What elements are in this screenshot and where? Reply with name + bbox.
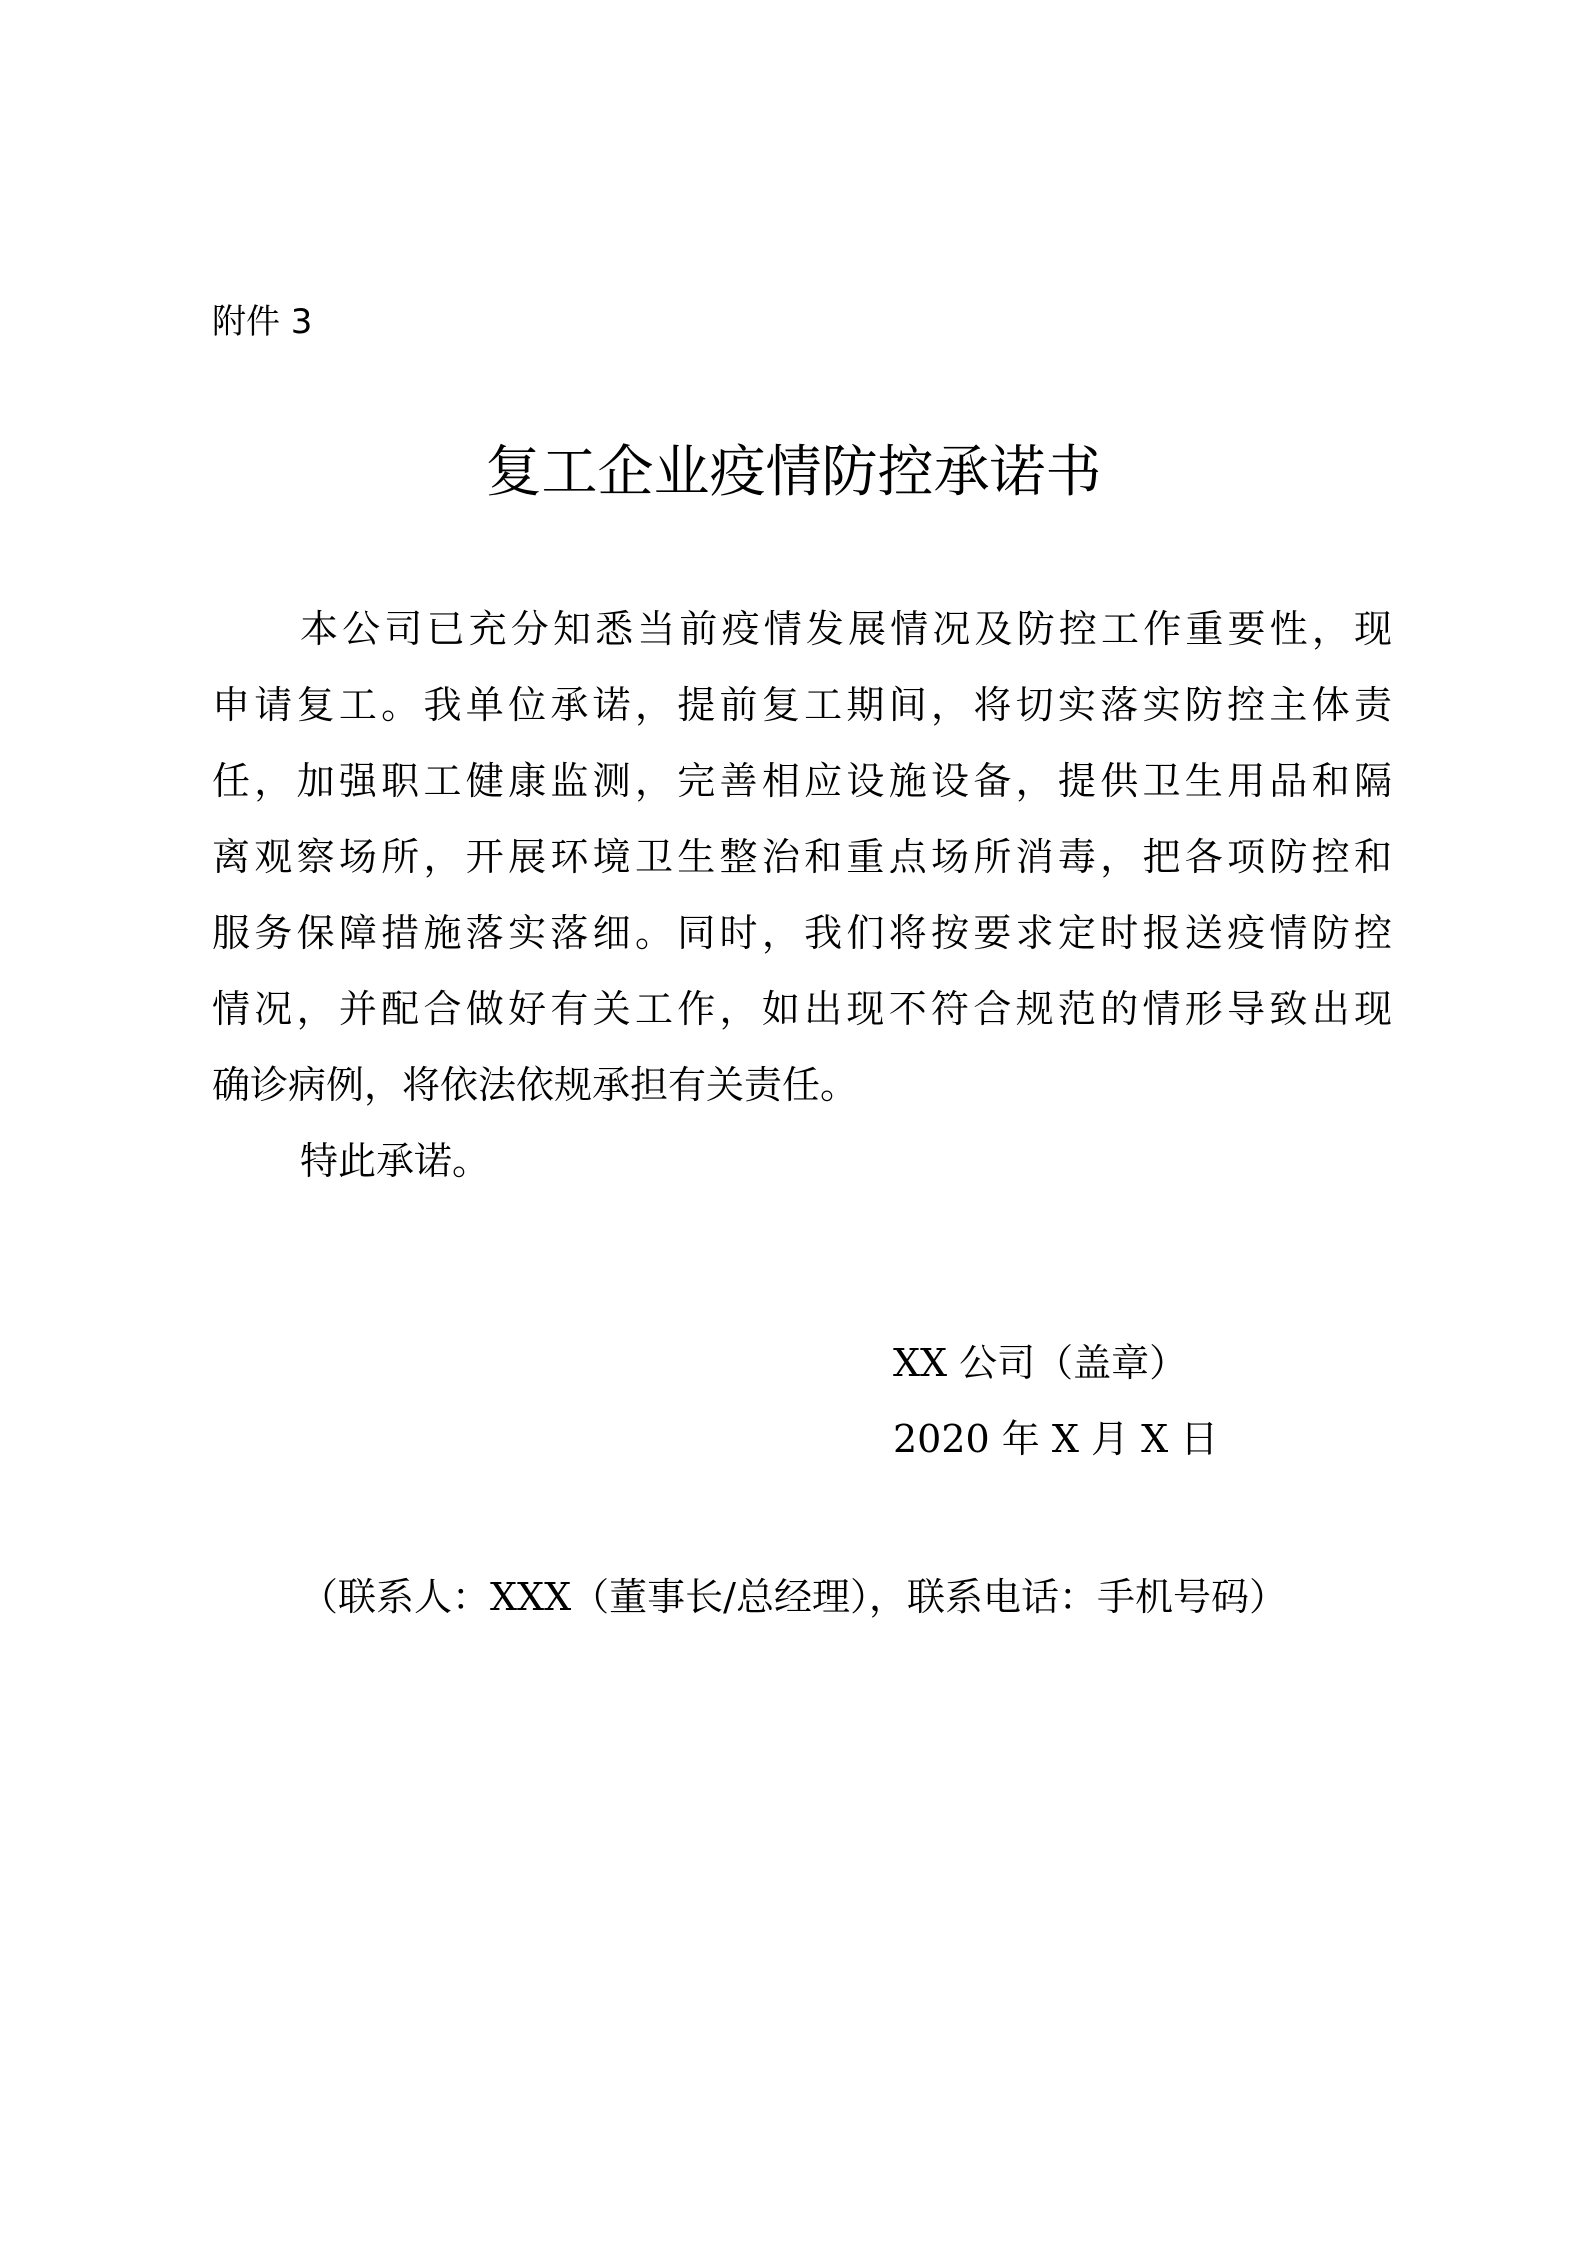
attachment-label: 附件 3 xyxy=(212,302,313,342)
signature-company: XX 公司（盖章） xyxy=(893,1341,1188,1385)
document-title: 复工企业疫情防控承诺书 xyxy=(485,440,1102,505)
body-line-4: 离观察场所，开展环境卫生整治和重点场所消毒，把各项防控和 xyxy=(212,835,1392,879)
body-line-1: 本公司已充分知悉当前疫情发展情况及防控工作重要性，现 xyxy=(300,607,1392,651)
body-line-5: 服务保障措施落实落细。同时，我们将按要求定时报送疫情防控 xyxy=(212,911,1392,955)
body-line-2: 申请复工。我单位承诺，提前复工期间，将切实落实防控主体责 xyxy=(212,683,1392,727)
contact-info: （联系人：XXX（董事长/总经理），联系电话：手机号码） xyxy=(300,1575,1287,1619)
body-line-6: 情况，并配合做好有关工作，如出现不符合规范的情形导致出现 xyxy=(212,987,1392,1031)
signature-date: 2020 年 X 月 X 日 xyxy=(893,1417,1219,1461)
body-line-3: 任，加强职工健康监测，完善相应设施设备，提供卫生用品和隔 xyxy=(212,759,1392,803)
closing-statement: 特此承诺。 xyxy=(300,1139,491,1183)
body-line-7: 确诊病例，将依法依规承担有关责任。 xyxy=(212,1063,859,1107)
